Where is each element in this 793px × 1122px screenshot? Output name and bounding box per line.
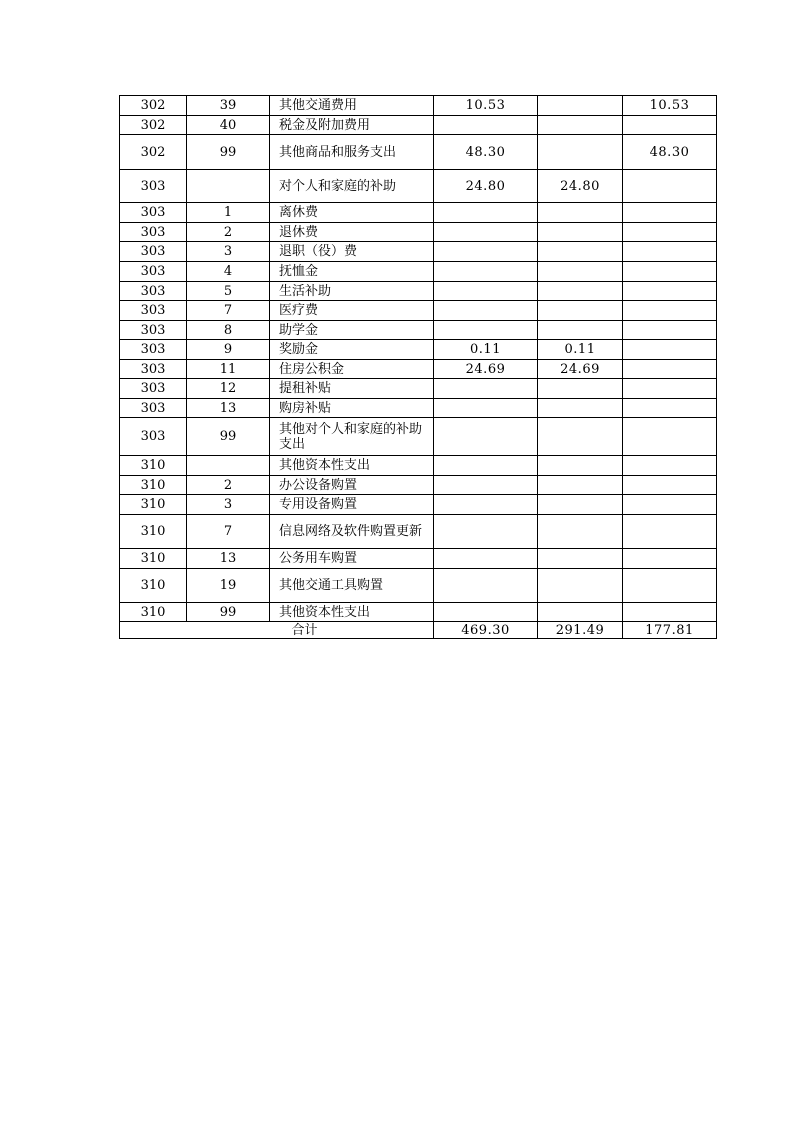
total-cell: 0.11 bbox=[434, 340, 538, 360]
total-cell bbox=[434, 116, 538, 135]
item-name-cell: 其他商品和服务支出 bbox=[270, 135, 434, 170]
item-name-cell: 其他交通费用 bbox=[270, 96, 434, 116]
project-cell bbox=[623, 360, 717, 379]
item-code-cell: 99 bbox=[187, 135, 270, 170]
item-code-cell: 4 bbox=[187, 262, 270, 282]
class-code-cell: 303 bbox=[120, 282, 187, 301]
class-code-cell: 303 bbox=[120, 321, 187, 340]
class-code-cell: 303 bbox=[120, 399, 187, 418]
table-row bbox=[120, 282, 717, 301]
class-code-cell: 310 bbox=[120, 456, 187, 476]
item-code-cell: 3 bbox=[187, 242, 270, 262]
basic-cell bbox=[538, 603, 623, 622]
item-code-cell: 11 bbox=[187, 360, 270, 379]
item-code-cell: 7 bbox=[187, 301, 270, 321]
item-code-cell: 9 bbox=[187, 340, 270, 360]
total-cell: 48.30 bbox=[434, 135, 538, 170]
project-cell bbox=[623, 399, 717, 418]
item-name-cell: 信息网络及软件购置更新 bbox=[270, 515, 434, 549]
basic-cell bbox=[538, 418, 623, 456]
total-amount: 469.30 bbox=[434, 622, 538, 639]
basic-cell bbox=[538, 96, 623, 116]
class-code-cell: 310 bbox=[120, 569, 187, 603]
total-cell bbox=[434, 515, 538, 549]
table-row bbox=[120, 456, 717, 476]
item-code-cell bbox=[187, 456, 270, 476]
table-row bbox=[120, 170, 717, 203]
total-project-amount: 177.81 bbox=[623, 622, 717, 639]
item-name-cell: 生活补助 bbox=[270, 282, 434, 301]
basic-cell bbox=[538, 569, 623, 603]
basic-cell bbox=[538, 379, 623, 399]
basic-cell bbox=[538, 242, 623, 262]
project-cell bbox=[623, 515, 717, 549]
table-row bbox=[120, 549, 717, 569]
item-code-cell: 39 bbox=[187, 96, 270, 116]
project-cell bbox=[623, 603, 717, 622]
basic-cell bbox=[538, 399, 623, 418]
total-cell bbox=[434, 321, 538, 340]
item-code-cell: 99 bbox=[187, 418, 270, 456]
item-code-cell: 99 bbox=[187, 603, 270, 622]
item-name-cell: 其他资本性支出 bbox=[270, 603, 434, 622]
table-row bbox=[120, 399, 717, 418]
total-cell bbox=[434, 203, 538, 223]
basic-cell: 24.69 bbox=[538, 360, 623, 379]
project-cell bbox=[623, 495, 717, 515]
total-cell bbox=[434, 262, 538, 282]
table-row bbox=[120, 135, 717, 170]
project-cell bbox=[623, 203, 717, 223]
project-cell: 48.30 bbox=[623, 135, 717, 170]
table-row bbox=[120, 340, 717, 360]
item-name-cell: 医疗费 bbox=[270, 301, 434, 321]
project-cell bbox=[623, 321, 717, 340]
item-name-cell: 退职（役）费 bbox=[270, 242, 434, 262]
total-cell bbox=[434, 223, 538, 242]
class-code-cell: 302 bbox=[120, 116, 187, 135]
item-name-cell: 专用设备购置 bbox=[270, 495, 434, 515]
basic-cell bbox=[538, 301, 623, 321]
basic-cell bbox=[538, 223, 623, 242]
class-code-cell: 310 bbox=[120, 603, 187, 622]
item-name-cell: 办公设备购置 bbox=[270, 476, 434, 495]
item-code-cell: 5 bbox=[187, 282, 270, 301]
basic-cell: 0.11 bbox=[538, 340, 623, 360]
class-code-cell: 310 bbox=[120, 549, 187, 569]
total-cell: 24.80 bbox=[434, 170, 538, 203]
table-row bbox=[120, 116, 717, 135]
table-row bbox=[120, 418, 717, 456]
project-cell bbox=[623, 418, 717, 456]
total-cell bbox=[434, 495, 538, 515]
total-cell bbox=[434, 399, 538, 418]
basic-cell bbox=[538, 135, 623, 170]
class-code-cell: 303 bbox=[120, 340, 187, 360]
item-name-cell: 提租补贴 bbox=[270, 379, 434, 399]
table-row bbox=[120, 242, 717, 262]
project-cell: 10.53 bbox=[623, 96, 717, 116]
total-cell bbox=[434, 301, 538, 321]
basic-cell bbox=[538, 321, 623, 340]
table-row bbox=[120, 379, 717, 399]
class-code-cell: 302 bbox=[120, 135, 187, 170]
item-name-cell: 退休费 bbox=[270, 223, 434, 242]
table-row bbox=[120, 515, 717, 549]
project-cell bbox=[623, 223, 717, 242]
basic-cell bbox=[538, 476, 623, 495]
item-name-cell: 其他资本性支出 bbox=[270, 456, 434, 476]
item-code-cell: 8 bbox=[187, 321, 270, 340]
item-name-cell: 助学金 bbox=[270, 321, 434, 340]
class-code-cell: 303 bbox=[120, 170, 187, 203]
basic-cell bbox=[538, 262, 623, 282]
table-row bbox=[120, 262, 717, 282]
total-row bbox=[120, 622, 717, 639]
project-cell bbox=[623, 340, 717, 360]
basic-cell bbox=[538, 456, 623, 476]
expenditure-table bbox=[119, 95, 717, 639]
basic-cell bbox=[538, 116, 623, 135]
table-row bbox=[120, 495, 717, 515]
item-name-cell: 税金及附加费用 bbox=[270, 116, 434, 135]
item-code-cell: 7 bbox=[187, 515, 270, 549]
item-code-cell: 1 bbox=[187, 203, 270, 223]
project-cell bbox=[623, 116, 717, 135]
class-code-cell: 310 bbox=[120, 495, 187, 515]
item-code-cell bbox=[187, 170, 270, 203]
item-name-cell: 购房补贴 bbox=[270, 399, 434, 418]
class-code-cell: 303 bbox=[120, 242, 187, 262]
total-cell: 10.53 bbox=[434, 96, 538, 116]
item-code-cell: 40 bbox=[187, 116, 270, 135]
project-cell bbox=[623, 379, 717, 399]
item-name-cell: 抚恤金 bbox=[270, 262, 434, 282]
class-code-cell: 310 bbox=[120, 476, 187, 495]
total-label: 合计 bbox=[120, 622, 434, 639]
project-cell bbox=[623, 456, 717, 476]
total-basic-amount: 291.49 bbox=[538, 622, 623, 639]
table-row bbox=[120, 301, 717, 321]
item-code-cell: 13 bbox=[187, 549, 270, 569]
table-row bbox=[120, 360, 717, 379]
basic-cell bbox=[538, 515, 623, 549]
class-code-cell: 303 bbox=[120, 418, 187, 456]
table-row bbox=[120, 321, 717, 340]
project-cell bbox=[623, 301, 717, 321]
total-cell bbox=[434, 242, 538, 262]
total-cell bbox=[434, 379, 538, 399]
basic-cell bbox=[538, 495, 623, 515]
item-name-cell: 对个人和家庭的补助 bbox=[270, 170, 434, 203]
item-code-cell: 2 bbox=[187, 476, 270, 495]
table-row bbox=[120, 203, 717, 223]
basic-cell bbox=[538, 203, 623, 223]
project-cell bbox=[623, 549, 717, 569]
total-cell bbox=[434, 282, 538, 301]
table-row bbox=[120, 96, 717, 116]
item-code-cell: 19 bbox=[187, 569, 270, 603]
item-name-cell: 公务用车购置 bbox=[270, 549, 434, 569]
table-row bbox=[120, 603, 717, 622]
class-code-cell: 303 bbox=[120, 203, 187, 223]
project-cell bbox=[623, 476, 717, 495]
item-code-cell: 2 bbox=[187, 223, 270, 242]
item-name-cell: 其他交通工具购置 bbox=[270, 569, 434, 603]
item-name-cell: 其他对个人和家庭的补助支出 bbox=[270, 418, 434, 456]
total-cell bbox=[434, 418, 538, 456]
class-code-cell: 310 bbox=[120, 515, 187, 549]
item-name-cell: 奖励金 bbox=[270, 340, 434, 360]
project-cell bbox=[623, 262, 717, 282]
basic-cell bbox=[538, 549, 623, 569]
item-name-cell: 住房公积金 bbox=[270, 360, 434, 379]
total-cell: 24.69 bbox=[434, 360, 538, 379]
basic-cell bbox=[538, 282, 623, 301]
class-code-cell: 303 bbox=[120, 360, 187, 379]
class-code-cell: 303 bbox=[120, 379, 187, 399]
item-code-cell: 13 bbox=[187, 399, 270, 418]
item-name-cell: 离休费 bbox=[270, 203, 434, 223]
total-cell bbox=[434, 569, 538, 603]
total-cell bbox=[434, 476, 538, 495]
total-cell bbox=[434, 549, 538, 569]
class-code-cell: 302 bbox=[120, 96, 187, 116]
class-code-cell: 303 bbox=[120, 262, 187, 282]
table-body bbox=[120, 96, 717, 622]
total-cell bbox=[434, 603, 538, 622]
basic-cell: 24.80 bbox=[538, 170, 623, 203]
class-code-cell: 303 bbox=[120, 301, 187, 321]
item-code-cell: 3 bbox=[187, 495, 270, 515]
table-row bbox=[120, 569, 717, 603]
item-code-cell: 12 bbox=[187, 379, 270, 399]
project-cell bbox=[623, 170, 717, 203]
project-cell bbox=[623, 242, 717, 262]
project-cell bbox=[623, 282, 717, 301]
table-row bbox=[120, 476, 717, 495]
project-cell bbox=[623, 569, 717, 603]
table-row bbox=[120, 223, 717, 242]
total-cell bbox=[434, 456, 538, 476]
class-code-cell: 303 bbox=[120, 223, 187, 242]
